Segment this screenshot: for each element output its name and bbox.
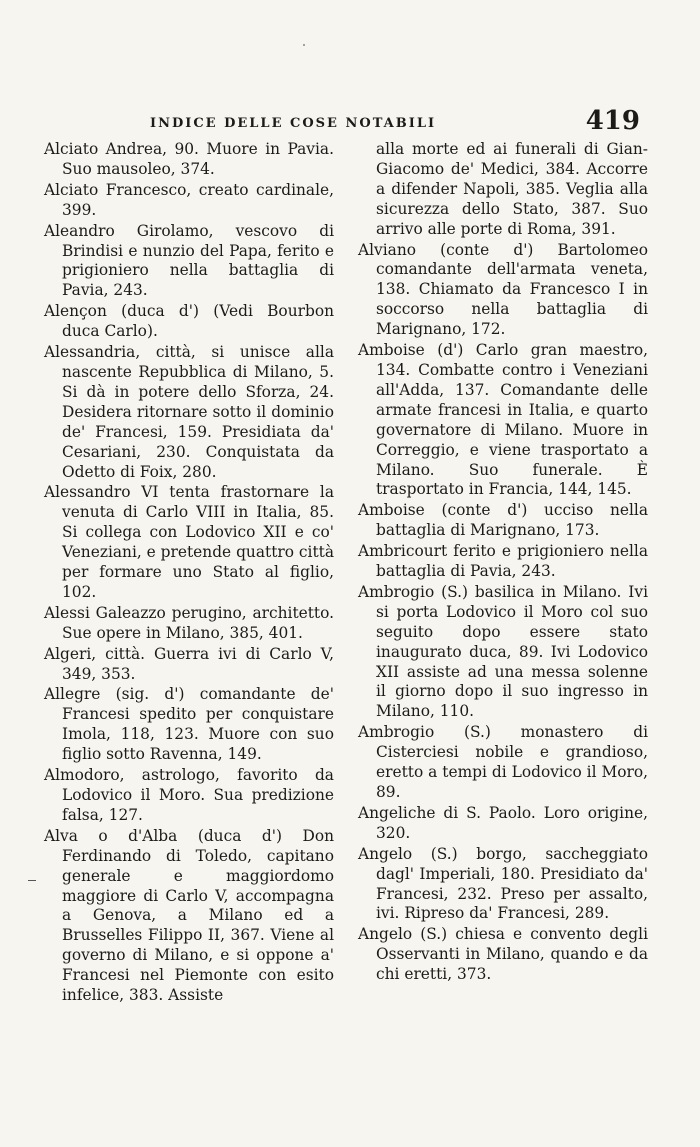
- page-number: 419: [585, 106, 640, 136]
- header-title: INDICE DELLE COSE NOTABILI: [150, 116, 437, 131]
- index-entry: Alva o d'Alba (duca d') Don Ferdinando di Toledo, capitano generale e maggiordomo maggiore di Carlo V, accompagna a Genova, a Milano ed a Brusselles Filippo II, 367. Viene al governo di Milano, e si oppone a' Francesi nel Piemonte con esito infelice, 383. Assiste: [44, 826, 334, 1005]
- index-entry: Allegre (sig. d') comandante de' Francesi spedito per conquistare Imola, 118, 123. Muore con suo figlio sotto Ravenna, 149.: [44, 685, 334, 764]
- index-entry: Alessandria, città, si unisce alla nascente Repubblica di Milano, 5. Si dà in potere dello Sforza, 24. Desidera ritornare sotto il dominio de' Francesi, 159. Presidiata da' Cesariani, 230. Conquistata da Odetto di Foix, 280.: [44, 343, 334, 481]
- left-column: [44, 140, 334, 1007]
- index-entry: Ambricourt ferito e prigioniero nella battaglia di Pavia, 243.: [358, 542, 648, 581]
- index-entry: Alciato Francesco, creato cardinale, 399.: [44, 180, 334, 219]
- index-entry: Alciato Andrea, 90. Muore in Pavia. Suo mausoleo, 374.: [44, 140, 334, 178]
- running-header: [40, 106, 660, 138]
- index-entry: Alessi Galeazzo perugino, architetto. Sue opere in Milano, 385, 401.: [44, 603, 334, 642]
- right-column: [358, 140, 648, 986]
- index-entry: Amboise (d') Carlo gran maestro, 134. Combatte contro i Veneziani all'Adda, 137. Comandante delle armate francesi in Italia, e quarto governatore di Milano. Muore in Correggio, e viene trasportato a Milano. Suo funerale. È trasportato in Francia, 144, 145.: [358, 341, 648, 499]
- index-entry: Algeri, città. Guerra ivi di Carlo V, 349, 353.: [44, 644, 334, 683]
- index-entry: Ambrogio (S.) basilica in Milano. Ivi si porta Lodovico il Moro col suo seguito dopo essere stato inaugurato duca, 89. Ivi Lodovico XII assiste ad una messa solenne il giorno dopo il suo ingresso in Milano, 110.: [358, 582, 648, 721]
- index-entry: Amboise (conte d') ucciso nella battaglia di Marignano, 173.: [358, 501, 648, 540]
- index-entry: Almodoro, astrologo, favorito da Lodovico il Moro. Sua predizione falsa, 127.: [44, 766, 334, 824]
- index-entry: Alençon (duca d') (Vedi Bourbon duca Carlo).: [44, 302, 334, 341]
- print-speck: [303, 44, 305, 46]
- index-entry: Angelo (S.) chiesa e convento degli Osservanti in Milano, quando e da chi eretti, 373.: [358, 925, 648, 984]
- index-entry: Aleandro Girolamo, vescovo di Brindisi e nunzio del Papa, ferito e prigioniero nella battaglia di Pavia, 243.: [44, 221, 334, 300]
- index-entry: Ambrogio (S.) monastero di Cisterciesi nobile e grandioso, eretto a tempi di Lodovico il Moro, 89.: [358, 723, 648, 801]
- margin-mark: [28, 880, 36, 881]
- index-entry: Angelo (S.) borgo, saccheggiato dagl' Imperiali, 180. Presidiato da' Francesi, 232. Preso per assalto, ivi. Ripreso da' Francesi, 289.: [358, 844, 648, 923]
- index-entry: Alessandro VI tenta frastornare la venuta di Carlo VIII in Italia, 85. Si collega con Lodovico XII e co' Veneziani, e pretende quattro città per formare uno Stato al figlio, 102.: [44, 483, 334, 601]
- index-entry-continuation: alla morte ed ai funerali di Gian-Giacomo de' Medici, 384. Accorre a difender Napoli, 385. Veglia alla sicurezza dello Stato, 387. Suo arrivo alle porte di Roma, 391.: [376, 140, 648, 238]
- index-entry: Angeliche di S. Paolo. Loro origine, 320.: [358, 803, 648, 842]
- index-entry: Alviano (conte d') Bartolomeo comandante dell'armata veneta, 138. Chiamato da Francesco I in soccorso nella battaglia di Marignano, 172.: [358, 240, 648, 339]
